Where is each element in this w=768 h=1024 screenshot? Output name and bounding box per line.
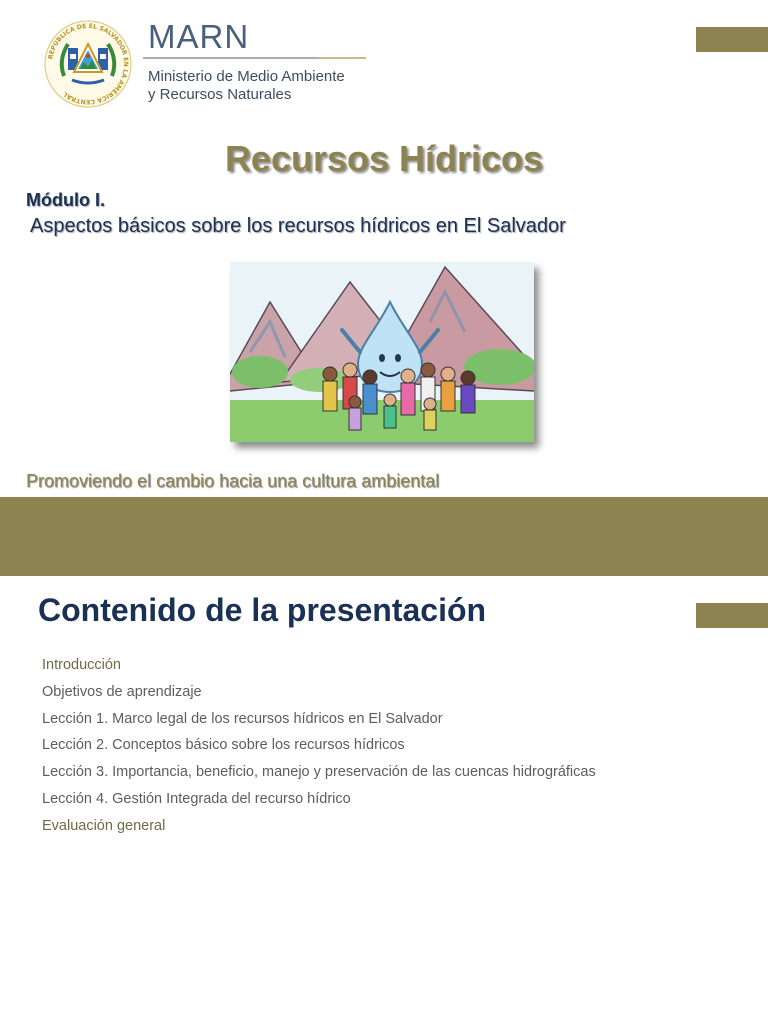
brand-name-line-1: Ministerio de Medio Ambiente <box>148 68 345 85</box>
national-coat-of-arms-icon <box>44 20 132 108</box>
module-subtitle: Aspectos básicos sobre los recursos hídricos en El Salvador <box>30 215 566 237</box>
brand-acronym: MARN <box>148 18 250 55</box>
footer-band <box>0 497 768 576</box>
svg-text:REPÚBLICA DE EL SALVADOR EN LA: REPÚBLICA DE EL SALVADOR EN LA AMÉRICA CENTRAL <box>47 22 130 106</box>
brand-divider <box>143 57 318 59</box>
contents-slide <box>0 576 768 1024</box>
corner-accent-tab <box>696 27 768 52</box>
module-label: Módulo I. <box>26 190 105 210</box>
slide-title: Recursos Hídricos <box>224 138 544 179</box>
mountains-water-drop-people-illustration <box>230 262 534 442</box>
contents-item: Evaluación general <box>42 817 166 834</box>
contents-item: Lección 2. Conceptos básico sobre los recursos hídricos <box>42 737 405 754</box>
brand-name-line-2: y Recursos Naturales <box>148 86 292 103</box>
contents-list <box>42 656 596 844</box>
contents-item: Lección 4. Gestión Integrada del recurso hídrico <box>42 790 351 807</box>
contents-item: Lección 3. Importancia, beneficio, manejo y preservación de las cuencas hidrográficas <box>42 764 596 781</box>
contents-item: Introducción <box>42 657 121 673</box>
tagline: Promoviendo el cambio hacia una cultura ambiental <box>26 471 440 491</box>
contents-item: Objetivos de aprendizaje <box>42 683 202 700</box>
contents-title: Contenido de la presentación <box>38 592 487 628</box>
corner-accent-tab <box>696 603 768 628</box>
contents-item: Lección 1. Marco legal de los recursos hídricos en El Salvador <box>42 710 443 727</box>
brand-divider-accent <box>318 57 366 59</box>
